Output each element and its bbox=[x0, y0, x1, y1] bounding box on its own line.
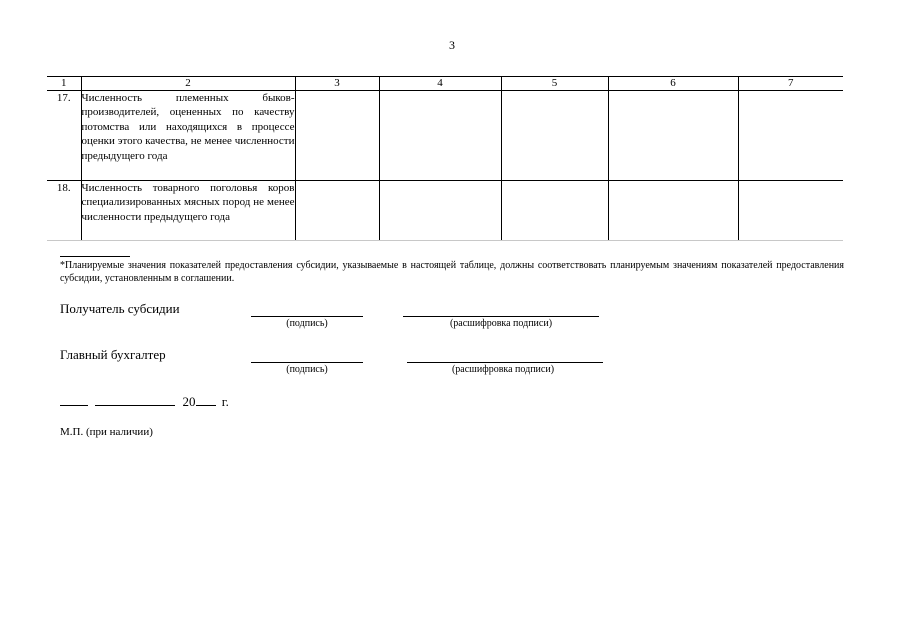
column-header: 7 bbox=[738, 77, 843, 91]
signature-caption: (подпись) bbox=[286, 364, 328, 375]
column-header: 3 bbox=[295, 77, 379, 91]
footnote: *Планируемые значения показателей предоставления субсидии, указываемые в настоящей таблице, должны соответствовать планируемым значениям показателей предоставления субсидии, установленным в соглашении. bbox=[60, 260, 844, 284]
footnote-divider bbox=[60, 256, 130, 257]
decode-caption: (расшифровка подписи) bbox=[449, 318, 553, 329]
month-blank bbox=[95, 393, 175, 406]
day-blank bbox=[60, 393, 88, 406]
year-prefix: 20 bbox=[182, 394, 196, 409]
decode-caption: (расшифровка подписи) bbox=[451, 364, 555, 375]
stamp-note: М.П. (при наличии) bbox=[60, 426, 153, 438]
table-cell bbox=[608, 181, 738, 241]
page-number: 3 bbox=[449, 38, 455, 52]
recipient-label: Получатель субсидии bbox=[60, 301, 180, 316]
indicator-name: Численность товарного поголовья коров специализированных мясных пород не менее численности предыдущего года bbox=[81, 181, 295, 241]
accountant-decode-line bbox=[407, 362, 603, 363]
column-header: 2 bbox=[81, 77, 295, 91]
recipient-signature-line bbox=[251, 316, 363, 317]
table-row bbox=[47, 181, 843, 241]
table-cell bbox=[379, 181, 501, 241]
indicator-name: Численность племенных быков-производителей, оцененных по качеству потомства или находящихся в процессе оценки этого качества, не менее численности предыдущего года bbox=[81, 91, 295, 181]
table-cell bbox=[501, 91, 608, 181]
indicators-table bbox=[47, 76, 843, 241]
table-cell bbox=[738, 91, 843, 181]
signature-caption: (подпись) bbox=[286, 318, 328, 329]
table-row bbox=[47, 91, 843, 181]
column-header: 4 bbox=[379, 77, 501, 91]
recipient-decode-line bbox=[403, 316, 599, 317]
row-number: 18. bbox=[47, 181, 81, 241]
table-cell bbox=[379, 91, 501, 181]
chief-accountant-label: Главный бухгалтер bbox=[60, 347, 166, 362]
row-number: 17. bbox=[47, 91, 81, 181]
year-suffix: г. bbox=[221, 394, 229, 409]
table-cell bbox=[738, 181, 843, 241]
year-blank bbox=[196, 393, 216, 406]
table-header-row bbox=[47, 77, 843, 91]
column-header: 1 bbox=[47, 77, 81, 91]
date-line bbox=[60, 393, 229, 410]
table-cell bbox=[295, 181, 379, 241]
table-cell bbox=[608, 91, 738, 181]
table-cell bbox=[295, 91, 379, 181]
column-header: 5 bbox=[501, 77, 608, 91]
column-header: 6 bbox=[608, 77, 738, 91]
table-cell bbox=[501, 181, 608, 241]
accountant-signature-line bbox=[251, 362, 363, 363]
